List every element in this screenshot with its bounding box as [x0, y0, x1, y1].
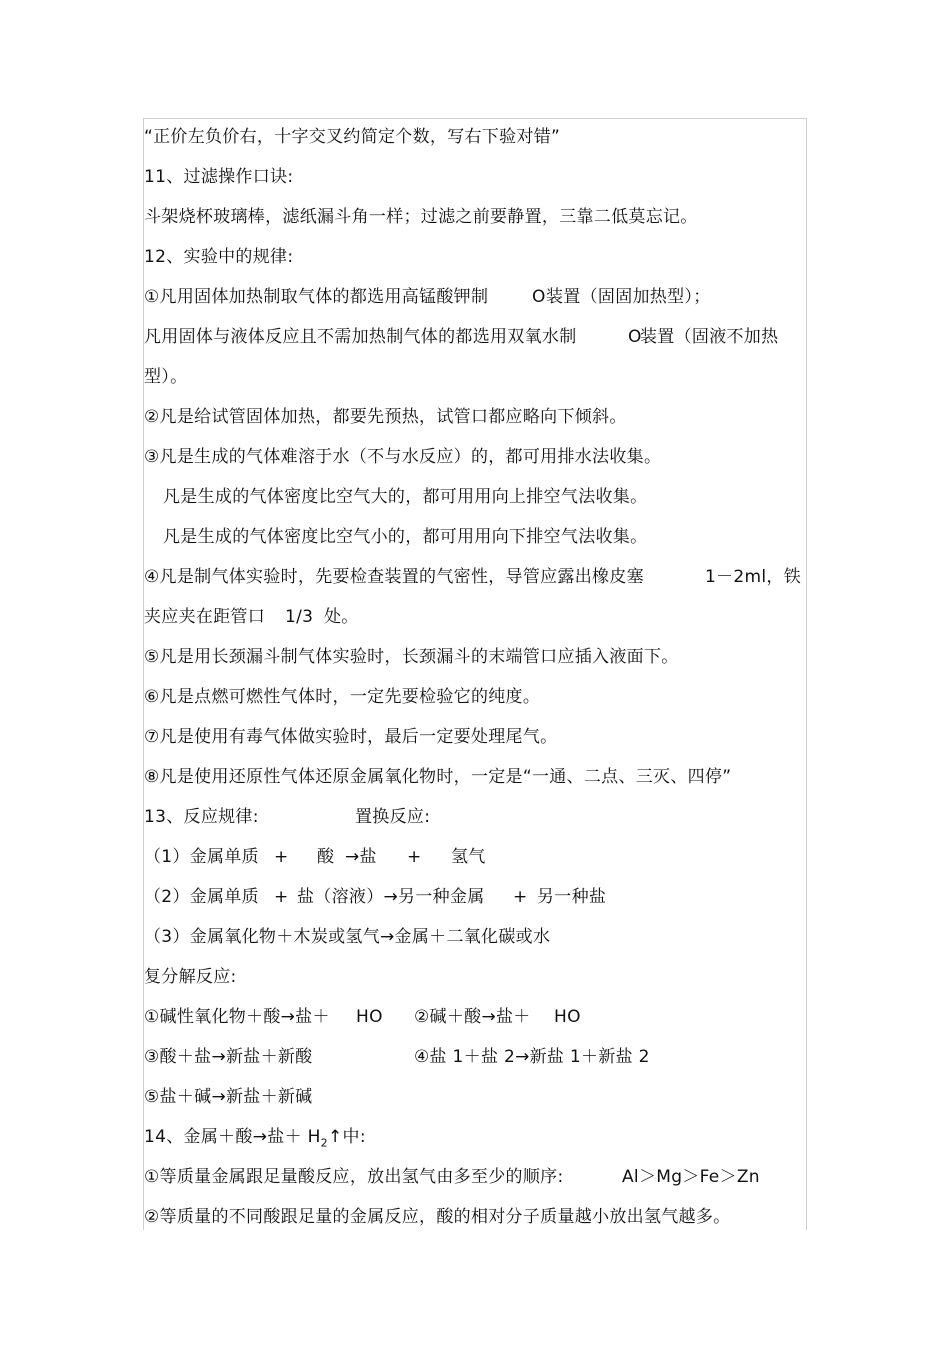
text-line: 型）。	[144, 367, 188, 387]
text-segment: （1）金属单质	[144, 847, 259, 867]
text-segment: 凡用固体与液体反应且不需加热制气体的都选用双氧水制	[144, 327, 577, 347]
text-line: ②凡是给试管固体加热，都要先预热，试管口都应略向下倾斜。	[144, 407, 627, 427]
text-segment: O	[532, 287, 546, 307]
section-heading-14	[144, 1126, 366, 1148]
text-line: 复分解反应:	[144, 967, 237, 987]
section-heading-12: 12、实验中的规律:	[144, 247, 294, 267]
text-segment: Al＞Mg＞Fe＞Zn	[622, 1167, 760, 1187]
text-segment: HO	[356, 1007, 383, 1027]
text-segment: +	[274, 847, 289, 867]
text-segment: ④盐 1＋盐 2→新盐 1＋新盐 2	[414, 1047, 650, 1067]
text-segment: O	[628, 327, 642, 347]
text-line: ⑤盐＋碱→新盐＋新碱	[144, 1087, 313, 1107]
text-segment: 1－2ml，铁	[705, 567, 802, 587]
text-line: “正价左负价右，十字交叉约简定个数，写右下验对错”	[144, 127, 561, 147]
text-segment: HO	[554, 1007, 581, 1027]
text-line: ⑤凡是用长颈漏斗制气体实验时，长颈漏斗的末端管口应插入液面下。	[144, 647, 679, 667]
section-heading-11: 11、过滤操作口诀:	[144, 167, 294, 187]
text-segment: ①凡用固体加热制取气体的都选用高锰酸钾制	[144, 287, 489, 307]
text-line: 凡是生成的气体密度比空气小的，都可用用向下排空气法收集。	[163, 527, 648, 547]
text-line: 凡是生成的气体密度比空气大的，都可用用向上排空气法收集。	[163, 487, 648, 507]
text-segment: ①等质量金属跟足量酸反应，放出氢气由多至少的顺序:	[144, 1167, 564, 1187]
text-segment: +	[513, 887, 528, 907]
text-segment: 置换反应:	[355, 807, 431, 827]
text-segment: +	[407, 847, 422, 867]
text-segment: （2）金属单质	[144, 887, 259, 907]
text-line: （3）金属氧化物＋木炭或氢气→金属＋二氧化碳或水	[144, 927, 551, 947]
text-segment: 酸	[317, 847, 335, 867]
text-line: ⑥凡是点燃可燃性气体时，一定先要检验它的纯度。	[144, 687, 541, 707]
text-segment: ③酸＋盐→新盐＋新酸	[144, 1047, 313, 1067]
text-segment: 装置（固液不加热	[640, 327, 779, 347]
text-segment: 盐（溶液）→另一种金属	[297, 887, 485, 907]
text-segment: 13、反应规律:	[144, 807, 259, 827]
text-segment: +	[274, 887, 289, 907]
text-segment: 氢气	[451, 847, 486, 867]
text-segment: →盐	[345, 847, 377, 867]
text-segment: 装置（固固加热型）；	[546, 287, 711, 307]
text-line: 斗架烧杯玻璃棒，滤纸漏斗角一样；过滤之前要静置，三靠二低莫忘记。	[144, 207, 698, 227]
text-segment: 1/3	[285, 607, 314, 627]
text-line: ②等质量的不同酸跟足量的金属反应，酸的相对分子质量越小放出氢气越多。	[144, 1207, 731, 1227]
text-segment: ②碱＋酸→盐＋	[414, 1007, 531, 1027]
text-segment: 14、金属＋酸→盐＋ H	[144, 1127, 321, 1147]
text-line: ⑧凡是使用还原性气体还原金属氧化物时，一定是“一通、二点、三灭、四停”	[144, 767, 732, 787]
text-segment: 夹应夹在距管口	[144, 607, 266, 627]
text-line: ⑦凡是使用有毒气体做实验时，最后一定要处理尾气。	[144, 727, 558, 747]
subscript: 2	[320, 1136, 328, 1150]
text-segment: 处。	[324, 607, 359, 627]
text-segment: 另一种盐	[537, 887, 607, 907]
text-line: ③凡是生成的气体难溶于水（不与水反应）的，都可用排水法收集。	[144, 447, 662, 467]
text-segment: ①碱性氧化物＋酸→盐＋	[144, 1007, 330, 1027]
text-segment: ↑中:	[327, 1127, 366, 1147]
text-segment: ④凡是制气体实验时，先要检查装置的气密性，导管应露出橡皮塞	[144, 567, 644, 587]
